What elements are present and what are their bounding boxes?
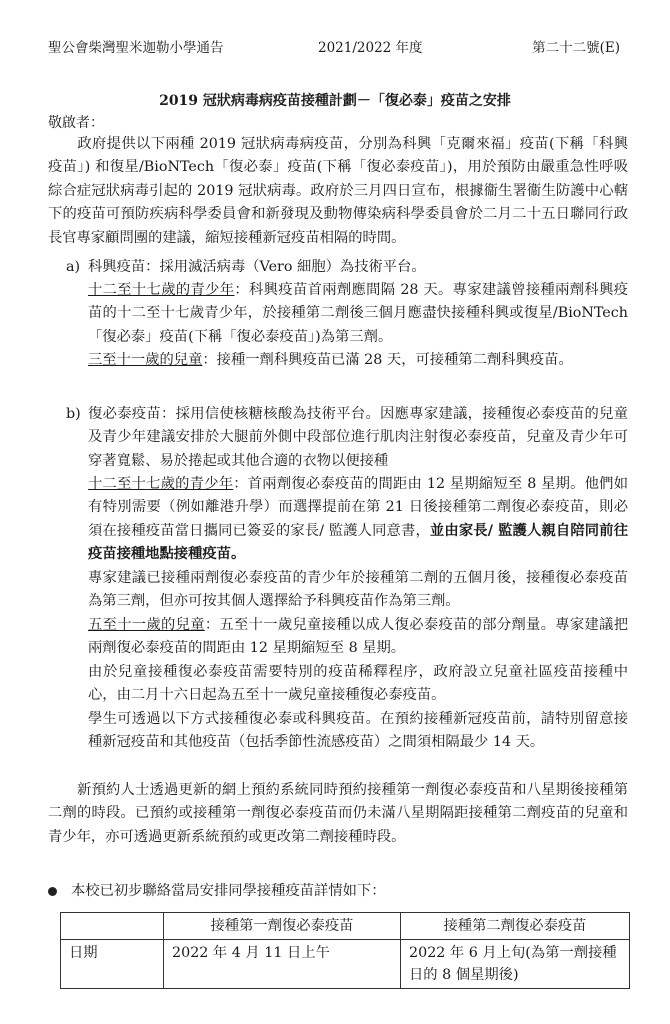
- section-a-teen-text: ：科興疫苗首兩劑應間隔 28 天。專家建議曾接種兩劑科興疫苗的十二至十七歲青少年，於接種第二劑後三個月應盡快接種科興或復星/BioNTech「復必泰」疫苗(下稱「復必泰疫苗」)為第三劑。: [88, 282, 629, 345]
- table-row: [61, 940, 630, 989]
- section-b-teen-text: ：首兩劑復必泰疫苗的間距由 12 星期縮短至 8 星期。他們如有特別需要（例如離港升學）而選擇提前在第 21 日後接種第二劑復必泰疫苗，則必須在接種疫苗當日攜同已簽妥的家長/ 監護人同意書，: [88, 476, 628, 539]
- section-b-community: 由於兒童接種復必泰疫苗需要特別的疫苗稀釋程序，政府設立兒童社區疫苗接種中心，由二月十六日起為五至十一歲兒童接種復必泰疫苗。: [88, 664, 628, 704]
- table-cell: 2022 年 4 月 11 日上午: [164, 940, 401, 989]
- table-header-cell: 接種第一劑復必泰疫苗: [164, 913, 401, 940]
- section-a-child-age: 三至十一歲的兒童: [88, 352, 203, 368]
- table-cell: 2022 年 6 月上旬(為第一劑接種日的 8 個星期後): [401, 940, 630, 989]
- table-header-cell: 接種第二劑復必泰疫苗: [401, 913, 630, 940]
- greeting: 敬啟者：: [48, 115, 104, 131]
- arrangement-bullet: [48, 880, 386, 900]
- table-header-cell: [61, 913, 164, 940]
- section-b-teen: [88, 473, 628, 567]
- arrangement-text: 本校已初步聯絡當局安排同學接種疫苗詳情如下：: [71, 883, 386, 899]
- section-a-teen-age: 十二至十七歲的青少年: [88, 282, 235, 298]
- school-name: 聖公會柴灣聖米迦勒小學通告: [48, 40, 224, 56]
- section-a-child: [88, 349, 628, 372]
- school-year: 2021/2022 年度: [318, 40, 423, 56]
- section-b-heading: 復必泰疫苗：採用信使核糖核酸為技術平台。因應專家建議，接種復必泰疫苗的兒童及青少年建議安排於大腿前外側中段部位進行肌肉注射復必泰疫苗，兒童及青少年可穿著寬鬆、易於捲起或其他合適的衣物以便接種: [88, 406, 628, 469]
- table-cell: 日期: [61, 940, 164, 989]
- notice-number: 第二十二號(E): [532, 40, 620, 56]
- booking-note-paragraph: 新預約人士透過更新的網上預約系統同時預約接種第一劑復必泰疫苗和八星期後接種第二劑的時段。已預約或接種第一劑復必泰疫苗而仍未滿八星期隔距接種第二劑疫苗的兒童和青少年，亦可透過更新系統預約或更改第二劑接種時段。: [48, 782, 628, 845]
- section-a-child-text: ：接種一劑科興疫苗已滿 28 天，可接種第二劑科興疫苗。: [202, 352, 573, 368]
- vaccination-schedule-table: [60, 912, 630, 989]
- section-b-third-dose: 專家建議已接種兩劑復必泰疫苗的青少年於接種第二劑的五個月後，接種復必泰疫苗為第三劑，但亦可按其個人選擇給予科興疫苗作為第三劑。: [88, 570, 628, 610]
- section-a-label: a): [66, 259, 81, 275]
- notice-title: 2019 冠狀病毒病疫苗接種計劃－「復必泰」疫苗之安排: [159, 93, 511, 109]
- bullet-icon: [48, 887, 57, 896]
- section-b-child-text: ：五至十一歲兒童接種以成人復必泰疫苗的部分劑量。專家建議把兩劑復必泰疫苗的間距由 12 星期縮短至 8 星期。: [88, 617, 629, 657]
- intro-paragraph: 政府提供以下兩種 2019 冠狀病毒病疫苗，分別為科興「克爾來福」疫苗(下稱「科興疫苗」) 和復星/BioNTech「復必泰」疫苗(下稱「復必泰疫苗」)，用於預防由嚴重急性呼吸綜合症冠狀病毒引起的 2019 冠狀病毒。政府於三月四日宣布，根據衞生署衞生防護中心轄下的疫苗可預防疾病科學委員會和新發現及動物傳染病科學委員會於二月二十五日聯同行政長官專家顧問團的建議，縮短接種新冠疫苗相隔的時間。: [48, 136, 628, 246]
- section-b-booking: 學生可透過以下方式接種復必泰或科興疫苗。在預約接種新冠疫苗前，請特別留意接種新冠疫苗和其他疫苗（包括季節性流感疫苗）之間須相隔最少 14 天。: [88, 711, 628, 751]
- section-a-heading: 科興疫苗：採用滅活病毒（Vero 細胞）為技術平台。: [88, 259, 426, 275]
- section-a-teen: [88, 279, 628, 349]
- section-b-child-age: 五至十一歲的兒童: [88, 617, 205, 633]
- section-b-child: [88, 614, 628, 661]
- table-header-row: [61, 913, 630, 940]
- section-b-label: b): [66, 406, 81, 422]
- section-b-teen-bold: 並由家長/ 監護人親自陪同前往疫苗接種地點接種疫苗。: [88, 522, 628, 563]
- section-b-teen-age: 十二至十七歲的青少年: [88, 476, 234, 492]
